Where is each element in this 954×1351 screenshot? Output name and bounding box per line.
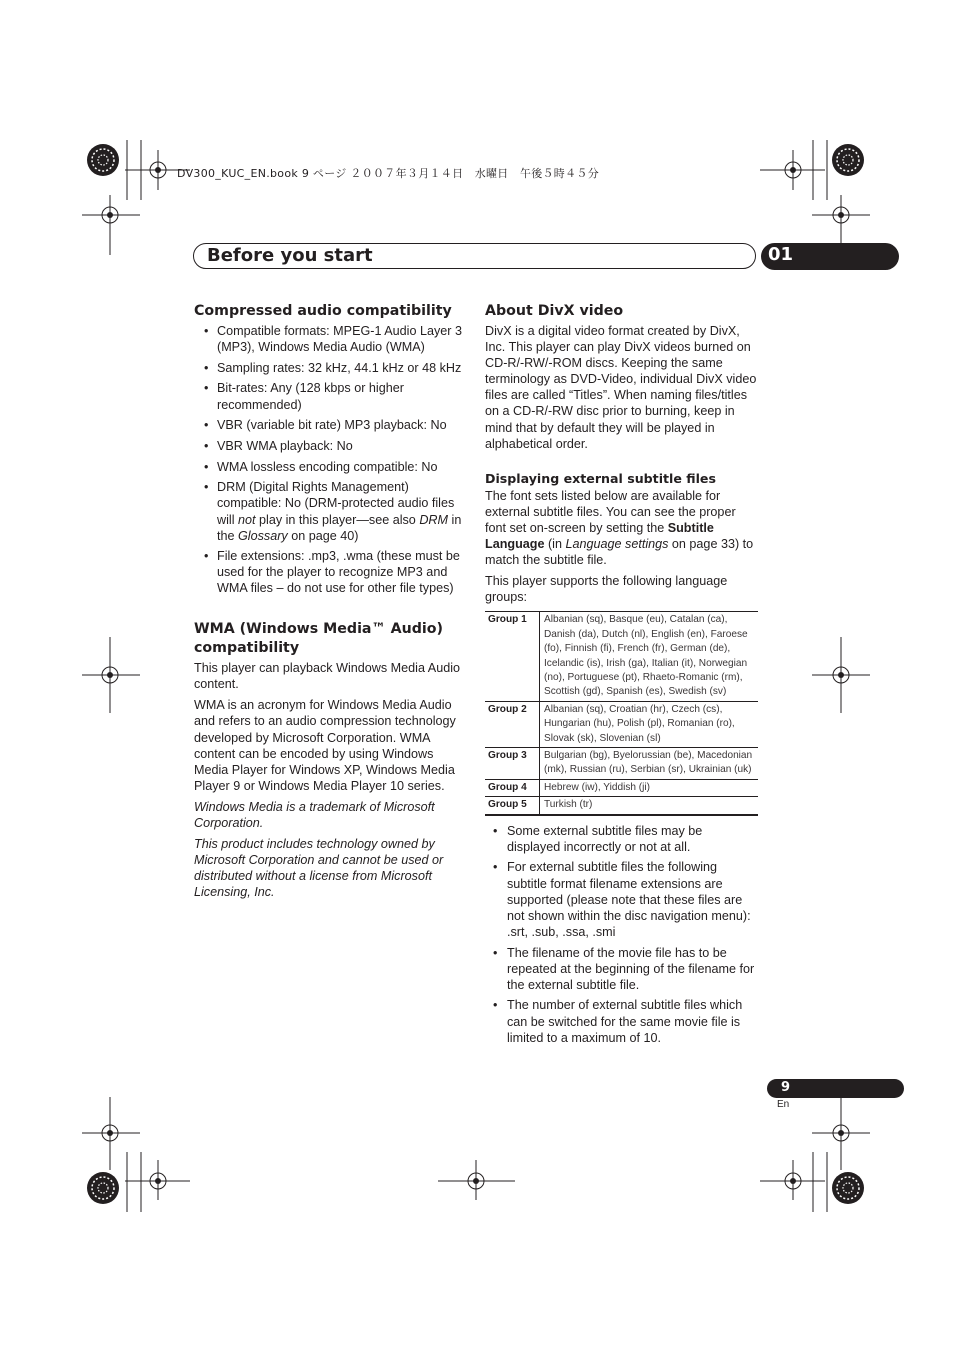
table-row: Group 2 Albanian (sq), Croatian (hr), Czech (cs), Hungarian (hu), Polish (pl), Romanian (ro), Slovak (sk), Slovenian (sl) — [485, 701, 758, 747]
list-item: • The number of external subtitle files which can be switched for the same movie file is limited to a maximum of 10. — [493, 998, 743, 1045]
table-row: Group 5 Turkish (tr) — [485, 797, 758, 815]
page-number: 9 — [781, 1080, 791, 1095]
print-header: DV300_KUC_EN.book 9 ページ ２００７年３月１４日 水曜日 午後５時４５分 — [177, 167, 600, 180]
page-title: Before you start — [207, 245, 373, 266]
list-item: • File extensions: .mp3, .wma (these must be used for the player to recognize MP3 and WMA files – do not use for other file types) — [204, 549, 460, 596]
language-groups-table — [485, 611, 758, 815]
page-language: En — [777, 1099, 790, 1110]
table-row: Group 1 Albanian (sq), Basque (eu), Catalan (ca), Danish (da), Dutch (nl), English (en), Faroese (fo), Finnish (fi), French (fr), German (de), Icelandic (is), Irish (ga), Italian (it), Norwegian (no), Portuguese (pt), Rhaeto-Romanic (rm), Scottish (gd), Spanish (es), Swedish (sv) — [485, 612, 758, 701]
right-column — [485, 302, 758, 1050]
subtitle-notes-list — [485, 823, 758, 1046]
left-column — [194, 302, 470, 905]
list-item: • Sampling rates: 32 kHz, 44.1 kHz or 48 kHz — [204, 360, 462, 375]
page-number-badge — [767, 1079, 904, 1098]
section-heading-wma: WMA (Windows Media™ Audio) compatibility — [194, 621, 443, 657]
list-item: • VBR WMA playback: No — [204, 438, 353, 453]
wma-paragraph: WMA is an acronym for Windows Media Audio and refers to an audio compression technology developed by Microsoft Corporation. WMA content can be encoded by using Windows Media Player for Windows XP, Windows Media Player 9 or Windows Media Player 10 series. — [194, 698, 456, 793]
license-note: This product includes technology owned by Microsoft Corporation and cannot be used or distributed without a license from Microsoft Licensing, Inc. — [194, 837, 444, 900]
table-row: Group 4 Hebrew (iw), Yiddish (ji) — [485, 779, 758, 796]
list-item: • WMA lossless encoding compatible: No — [204, 459, 438, 474]
list-item: • Some external subtitle files may be displayed incorrectly or not at all. — [493, 823, 703, 854]
list-item: • For external subtitle files the following subtitle format filename extensions are supported (please note that these files are not shown within the disc navigation menu): .srt, .sub, .ssa, .smi — [493, 860, 751, 939]
list-item: • VBR (variable bit rate) MP3 playback: No — [204, 418, 447, 433]
list-item-drm: • DRM (Digital Rights Management) compatible: No (DRM-protected audio files will not play in this player—see also DRM in the Glossary on page 40) — [204, 480, 462, 543]
subtitle-paragraph: This player supports the following language groups: — [485, 574, 728, 605]
list-item: • Bit-rates: Any (128 kbps or higher recommended) — [204, 381, 404, 412]
section-heading-compressed-audio: Compressed audio compatibility — [194, 303, 452, 319]
chapter-number-badge — [761, 243, 899, 270]
list-item: • The filename of the movie file has to be repeated at the beginning of the filename for the external subtitle file. — [493, 945, 755, 992]
wma-paragraph: This player can playback Windows Media Audio content. — [194, 661, 460, 692]
chapter-title-bar — [193, 243, 756, 269]
chapter-number: 01 — [768, 244, 794, 265]
section-heading-subtitles: Displaying external subtitle files — [485, 470, 716, 486]
section-heading-divx: About DivX video — [485, 303, 624, 319]
subtitle-paragraph: The font sets listed below are available for external subtitle files. You can see the proper font set on-screen by setting the Subtitle Language (in Language settings on page 33) to match the subtitle file. — [485, 488, 754, 568]
list-item: • Compatible formats: MPEG-1 Audio Layer 3 (MP3), Windows Media Audio (WMA) — [204, 324, 462, 355]
trademark-note: Windows Media is a trademark of Microsoft Corporation. — [194, 799, 435, 830]
table-row: Group 3 Bulgarian (bg), Byelorussian (be), Macedonian (mk), Russian (ru), Serbian (sr), Ukrainian (uk) — [485, 748, 758, 780]
compressed-audio-list — [194, 323, 470, 597]
divx-paragraph: DivX is a digital video format created by DivX, Inc. This player can play DivX videos burned on CD-R/-RW/-ROM discs. Keeping the same terminology as DVD-Video, individual DivX video files are called “Titles”. When naming files/titles on a CD-R/-RW disc prior to burning, keep in mind that by default they will be played in alphabetical order. — [485, 324, 757, 451]
